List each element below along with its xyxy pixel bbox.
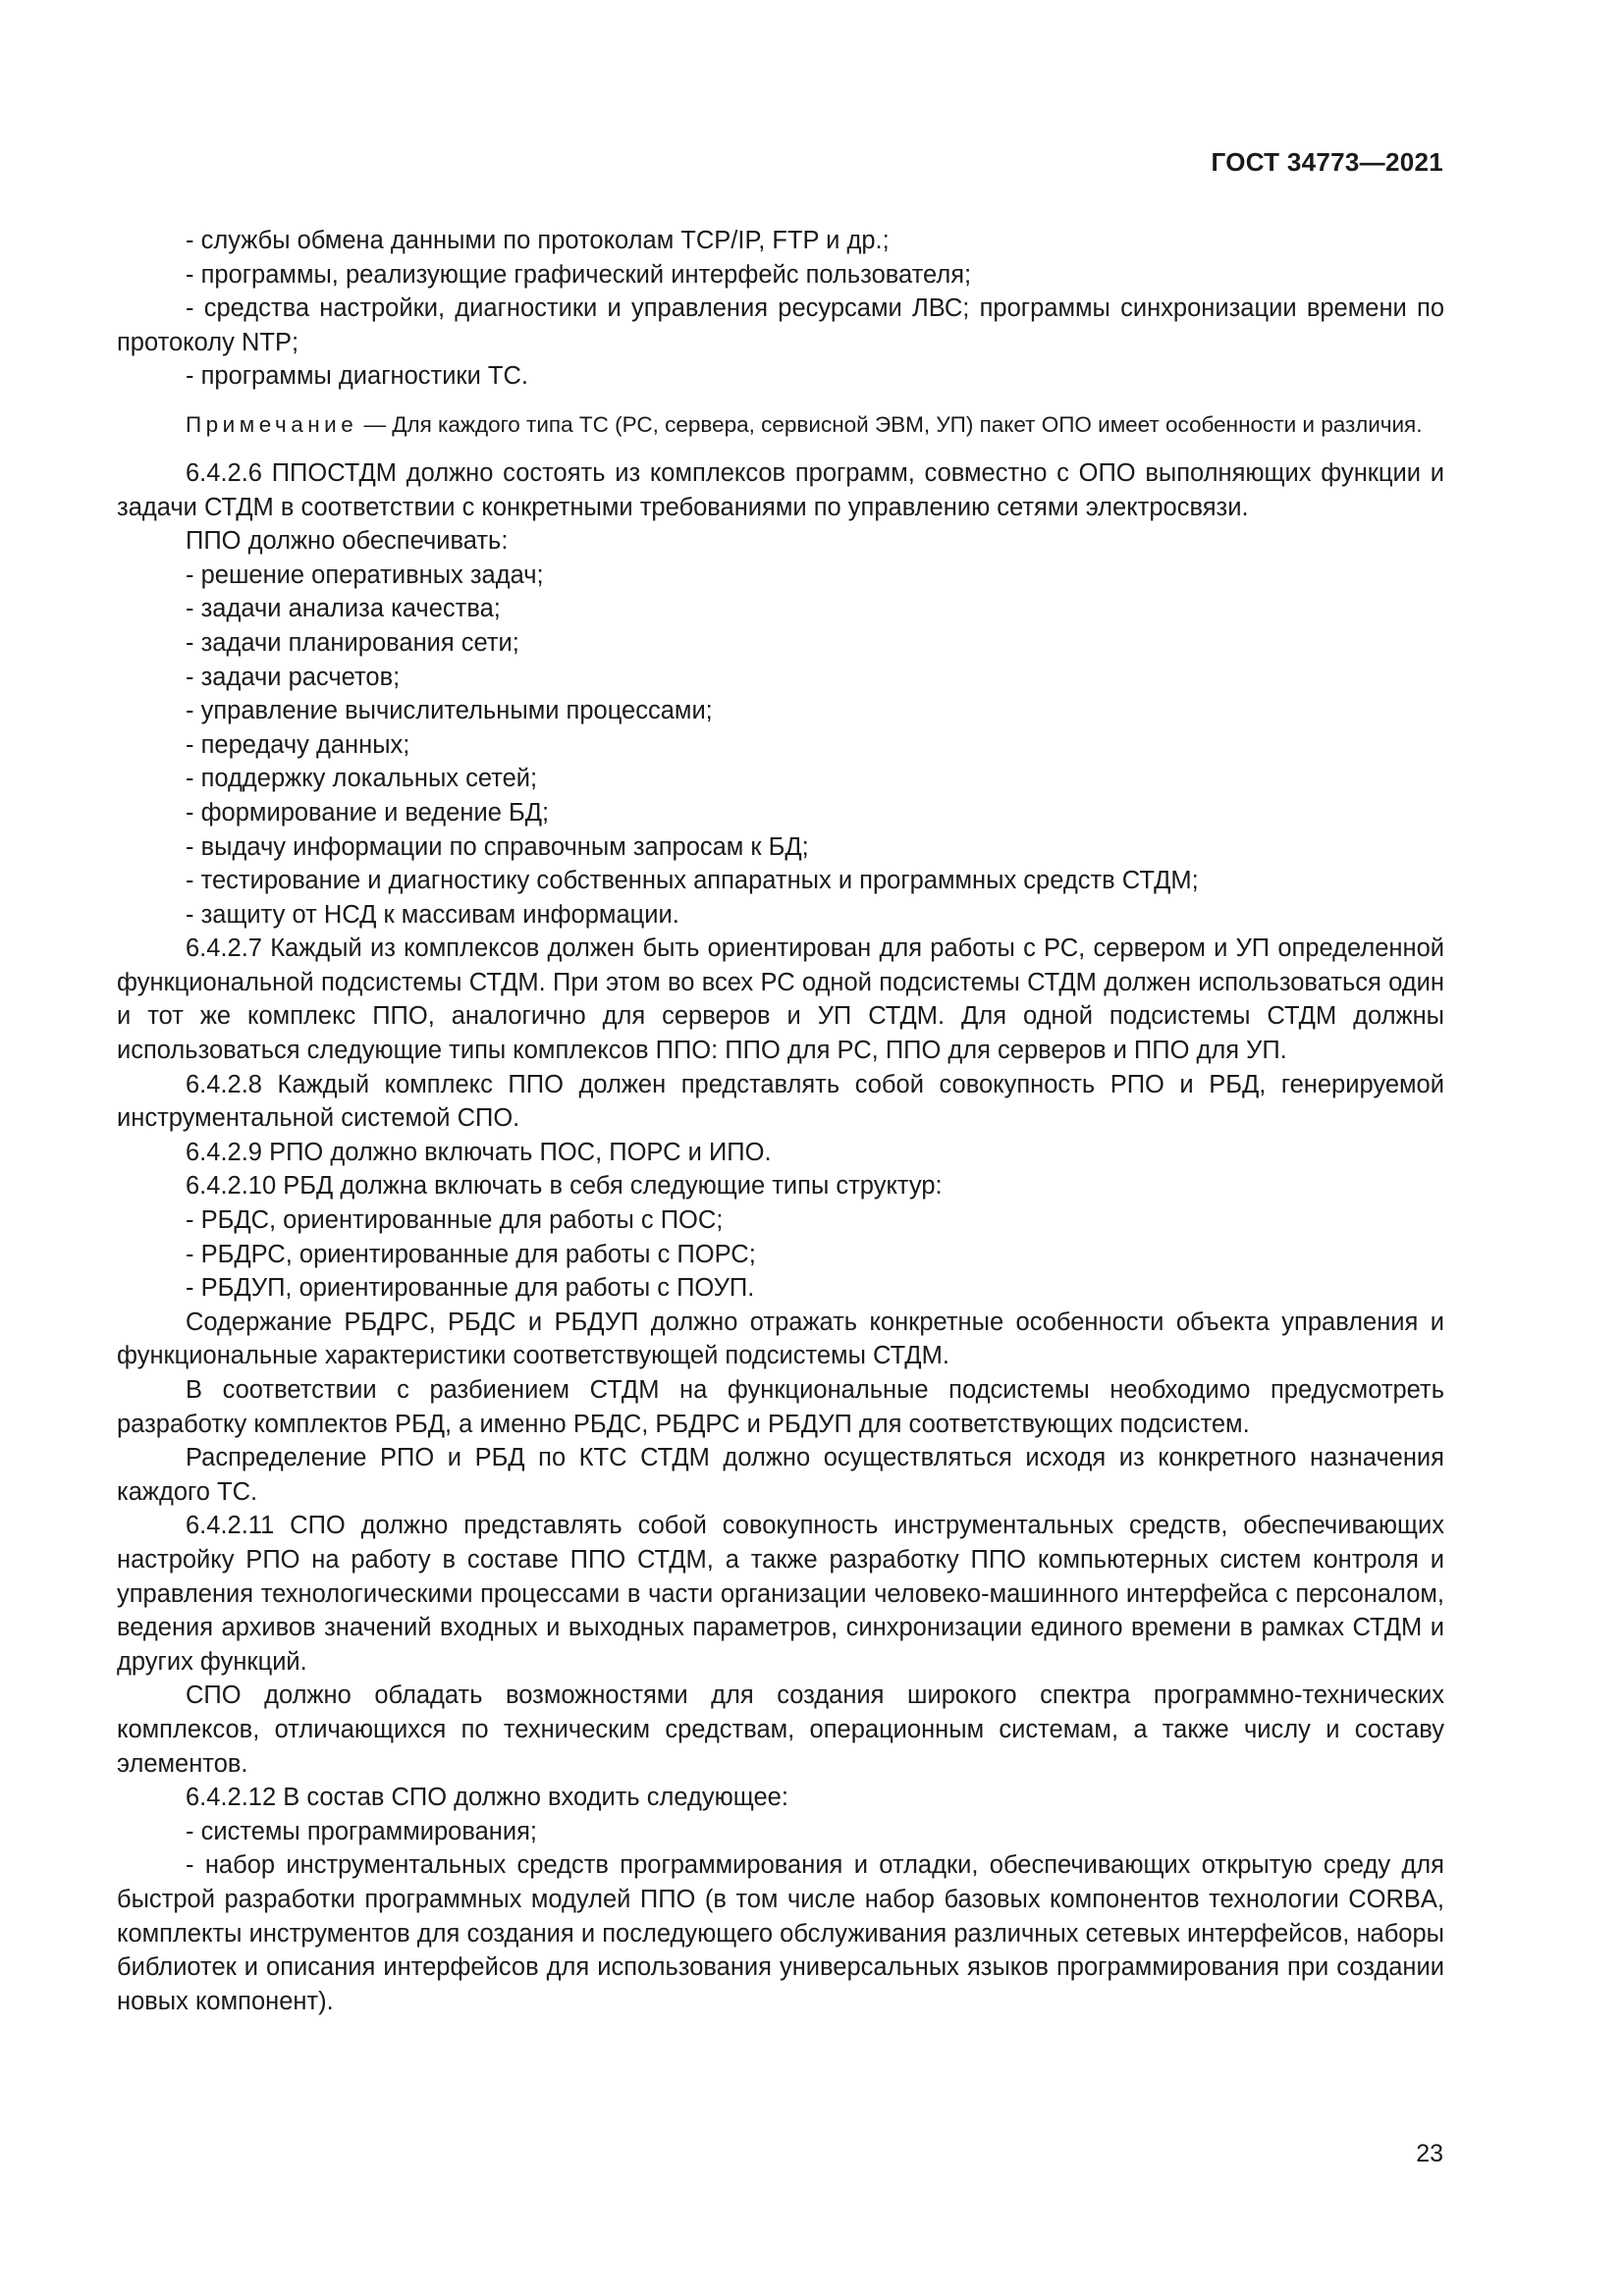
list-item: - РБДРС, ориентированные для работы с ПОРС; — [186, 1240, 756, 1268]
paragraph: 6.4.2.10 РБД должна включать в себя следующие типы структур: — [186, 1172, 943, 1201]
paragraph: СПО должно обладать возможностями для создания широкого спектра программно-технических комплексов, отличающихся по техническим средствам, операционным системам, а также числу и составу элементов. — [117, 1682, 1444, 1778]
document-code-header: ГОСТ 34773—2021 — [1211, 147, 1443, 177]
list-item: - формирование и ведение БД; — [186, 798, 550, 827]
paragraph: 6.4.2.8 Каждый комплекс ППО должен представлять собой совокупность РПО и РБД, генерируемой инструментальной системой СПО. — [117, 1070, 1444, 1133]
note-text: — Для каждого типа ТС (РС, сервера, сервисной ЭВМ, УП) пакет ОПО имеет особенности и различия. — [357, 411, 1423, 437]
list-item: - поддержку локальных сетей; — [186, 765, 538, 793]
paragraph: В соответствии с разбиением СТДМ на функциональные подсистемы необходимо предусмотреть разработку комплектов РБД, а именно РБДС, РБДРС и РБДУП для соответствующих подсистем. — [117, 1376, 1444, 1438]
paragraph: 6.4.2.7 Каждый из комплексов должен быть ориентирован для работы с РС, сервером и УП определенной функциональной подсистемы СТДМ. При этом во всех РС одной подсистемы СТДМ должен использоваться один и тот же комплекс ППО, аналогично для серверов и УП СТДМ. Для одной подсистемы СТДМ должны использоваться следующие типы комплексов ППО: ППО для РС, ППО для серверов и ППО для УП. — [117, 934, 1444, 1065]
list-item: - системы программирования; — [186, 1817, 538, 1845]
list-item: - задачи анализа качества; — [186, 595, 501, 623]
list-item: - тестирование и диагностику собственных аппаратных и программных средств СТДМ; — [186, 867, 1199, 895]
list-item: - выдачу информации по справочным запросам к БД; — [186, 832, 809, 861]
note — [117, 409, 1444, 441]
paragraph: - программы, реализующие графический интерфейс пользователя; — [186, 260, 972, 289]
paragraph: Распределение РПО и РБД по КТС СТДМ должно осуществляться исходя из конкретного назначения каждого ТС. — [117, 1444, 1444, 1506]
paragraph: - службы обмена данными по протоколам TCP/IP, FTP и др.; — [186, 227, 890, 254]
page-body — [117, 224, 1444, 2018]
list-item: - решение оперативных задач; — [186, 561, 544, 589]
paragraph: ППО должно обеспечивать: — [186, 527, 509, 556]
paragraph: 6.4.2.9 РПО должно включать ПОС, ПОРС и ИПО. — [186, 1138, 772, 1166]
list-item: - задачи планирования сети; — [186, 628, 519, 657]
page-number: 23 — [1416, 2140, 1443, 2167]
paragraph: - средства настройки, диагностики и управления ресурсами ЛВС; программы синхронизации времени по протоколу NTP; — [117, 294, 1444, 356]
paragraph: - программы диагностики ТС. — [186, 362, 528, 391]
list-item: - задачи расчетов; — [186, 663, 401, 691]
paragraph: Содержание РБДРС, РБДС и РБДУП должно отражать конкретные особенности объекта управления и функциональные характеристики соответствующей подсистемы СТДМ. — [117, 1308, 1444, 1370]
list-item: - РБДУП, ориентированные для работы с ПОУП. — [186, 1274, 755, 1303]
list-item: - РБДС, ориентированные для работы с ПОС; — [186, 1206, 724, 1235]
list-item: - набор инструментальных средств программирования и отладки, обеспечивающих открытую среду для быстрой разработки программных модулей ППО (в том числе набор базовых компонентов технологии CORBA, комплекты инструментов для создания и последующего обслуживания различных сетевых интерфейсов, наборы библиотек и описания интерфейсов для использования универсальных языков программирования при создании новых компонент). — [117, 1851, 1444, 2015]
paragraph: 6.4.2.6 ППОСТДМ должно состоять из комплексов программ, совместно с ОПО выполняющих функции и задачи СТДМ в соответствии с конкретными требованиями по управлению сетями электросвязи. — [117, 458, 1444, 521]
paragraph: 6.4.2.12 В состав СПО должно входить следующее: — [186, 1784, 788, 1812]
list-item: - управление вычислительными процессами; — [186, 697, 713, 725]
paragraph: 6.4.2.11 СПО должно представлять собой совокупность инструментальных средств, обеспечивающих настройку РПО на работу в составе ППО СТДМ, а также разработку ППО компьютерных систем контроля и управления технологическими процессами в части организации человеко-машинного интерфейса с персоналом, ведения архивов значений входных и выходных параметров, синхронизации единого времени в рамках СТДМ и других функций. — [117, 1512, 1444, 1676]
list-item: - защиту от НСД к массивам информации. — [186, 900, 679, 929]
note-label: Примечание — [186, 411, 358, 437]
list-item: - передачу данных; — [186, 730, 410, 759]
